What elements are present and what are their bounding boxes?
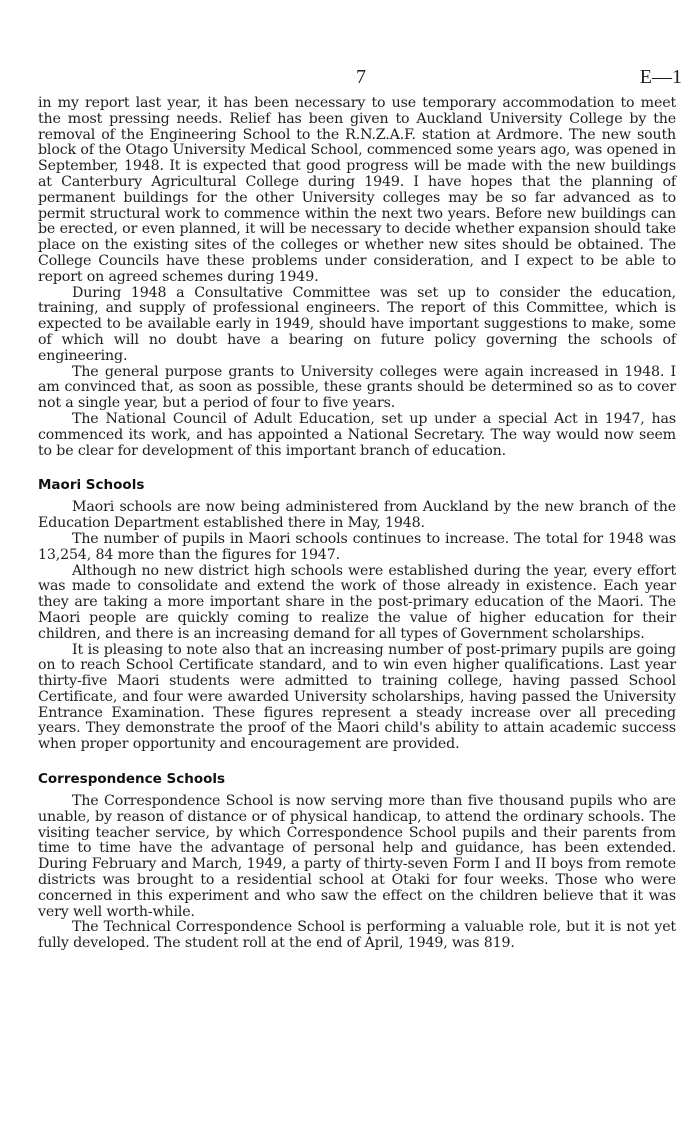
intro-paragraph: The National Council of Adult Education, set up under a special Act in 1947, has commenced its work, and has appointed a National Secretary. The way would now seem to be clear for development of this important branch of education.	[38, 410, 676, 459]
maori-schools-paragraph: It is pleasing to note also that an increasing number of post-primary pupils are going on to reach School Certificate standard, and to win even higher qualifications. Last year thirty-five Maori students were admitted to training college, having passed School Certificate, and four were awarded University scholarships, having passed the University Entrance Examination. These figures represent a steady increase over all preceding years. They demonstrate the proof of the Maori child's ability to attain academic success when proper opportunity and encouragement are provided.	[38, 641, 676, 753]
document-code: E—1	[639, 66, 682, 88]
maori-schools-paragraph: The number of pupils in Maori schools continues to increase. The total for 1948 was 13,254, 84 more than the figures for 1947.	[38, 530, 676, 563]
correspondence-schools-paragraph: The Technical Correspondence School is performing a valuable role, but it is not yet fully developed. The student roll at the end of April, 1949, was 819.	[38, 919, 676, 952]
intro-paragraph: The general purpose grants to University colleges were again increased in 1948. I am convinced that, as soon as possible, these grants should be determined so as to cover not a single year, but a period of four to five years.	[38, 363, 676, 412]
document-body	[38, 96, 676, 952]
intro-paragraph: in my report last year, it has been necessary to use temporary accommodation to meet the most pressing needs. Relief has been given to Auckland University College by the removal of the Engineering School to the R.N.Z.A.F. station at Ardmore. The new south block of the Otago University Medical School, commenced some years ago, was opened in September, 1948. It is expected that good progress will be made with the new buildings at Canterbury Agricultural College during 1949. I have hopes that the planning of permanent buildings for the other University colleges may be so far advanced as to permit structural work to commence within the next two years. Before new buildings can be erected, or even planned, it will be necessary to decide whether expansion should take place on the existing sites of the colleges or whether new sites should be obtained. The College Councils have these problems under consideration, and I expect to be able to report on agreed schemes during 1949.	[38, 95, 676, 285]
maori-schools-paragraph: Maori schools are now being administered from Auckland by the new branch of the Education Department established there in May, 1948.	[38, 499, 676, 532]
intro-paragraph: During 1948 a Consultative Committee was set up to consider the education, training, and supply of professional engineers. The report of this Committee, which is expected to be available early in 1949, should have important suggestions to make, some of which will no doubt have a bearing on future policy governing the schools of engineering.	[38, 284, 676, 364]
section-heading-correspondence-schools: Correspondence Schools	[38, 771, 226, 788]
maori-schools-paragraph: Although no new district high schools were established during the year, every effort was made to consolidate and extend the work of those already in existence. Each year they are taking a more important share in the post-primary education of the Maori. The Maori people are quickly coming to realize the value of higher education for their children, and there is an increasing demand for all types of Government scholarships.	[38, 562, 676, 642]
page-number: 7	[356, 66, 366, 88]
section-heading-maori-schools: Maori Schools	[38, 477, 145, 494]
correspondence-schools-paragraph: The Correspondence School is now serving more than five thousand pupils who are unable, by reason of distance or of physical handicap, to attend the ordinary schools. The visiting teacher service, by which Correspondence School pupils and their parents from time to time have the advantage of personal help and guidance, has been extended. During February and March, 1949, a party of thirty-seven Form I and II boys from remote districts was brought to a residential school at Otaki for four weeks. Those who were concerned in this experiment and who saw the effect on the children believe that it was very well worth-while.	[38, 793, 676, 920]
